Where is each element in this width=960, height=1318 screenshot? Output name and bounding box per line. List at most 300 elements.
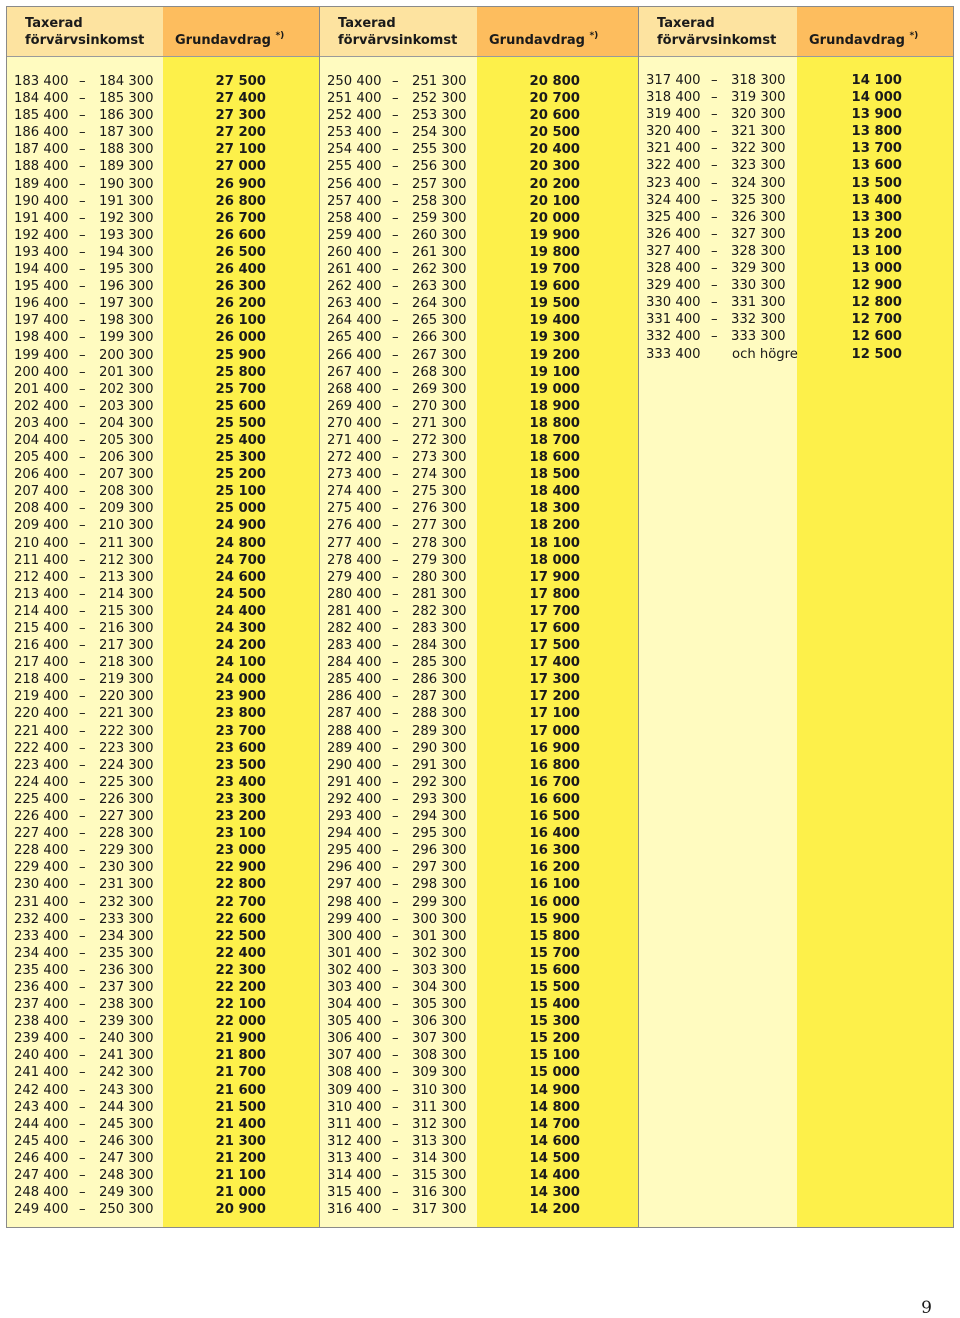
table-row [7,176,319,193]
range-dash: – [79,1150,86,1166]
table-row [320,1116,638,1133]
range-dash: – [79,774,86,790]
income-to: 312 300 [412,1116,467,1132]
deduction-value: 21 700 [215,1065,266,1081]
income-to: 331 300 [731,295,786,311]
table-row [7,124,319,141]
range-dash: – [392,894,399,910]
range-dash: – [79,1065,86,1081]
income-to: 229 300 [99,843,154,859]
range-dash: – [392,1202,399,1218]
deduction-value: 27 500 [215,74,266,89]
income-to: 234 300 [99,928,154,944]
deduction-value: 20 400 [529,142,580,158]
income-from: 231 400 [14,894,69,910]
income-to: 329 300 [731,261,786,277]
deduction-value: 16 000 [529,894,580,910]
table-row [7,757,319,774]
deduction-value: 23 700 [215,723,266,739]
deduction-value: 18 900 [529,398,580,414]
deduction-header-text: Grundavdrag [175,33,276,48]
income-from: 239 400 [14,1031,69,1047]
range-dash: – [79,997,86,1013]
footnote-mark: *) [589,31,599,41]
income-from: 315 400 [327,1185,382,1201]
income-to: 318 300 [731,73,786,88]
table-row [320,620,638,637]
income-from: 248 400 [14,1185,69,1201]
table-row [7,1167,319,1184]
income-from: 232 400 [14,911,69,927]
income-to: 188 300 [99,142,154,158]
income-to: 248 300 [99,1168,154,1183]
income-to: 255 300 [412,142,467,158]
income-from: 235 400 [14,962,69,978]
table-row [320,723,638,740]
income-from: 294 400 [327,826,382,842]
income-to: 270 300 [412,398,467,414]
table-row [320,347,638,364]
income-from: 195 400 [14,279,69,295]
income-from: 183 400 [14,74,69,89]
income-to: 184 300 [99,74,154,89]
table-row [320,415,638,432]
range-dash: – [79,398,86,414]
income-to: 237 300 [99,979,154,995]
income-from: 253 400 [327,125,382,141]
income-from: 241 400 [14,1065,69,1081]
deduction-value: 18 600 [529,450,580,466]
table-row [7,1116,319,1133]
table-row [320,432,638,449]
range-dash: – [392,928,399,944]
deduction-value: 20 600 [529,108,580,124]
table-row [320,483,638,500]
deduction-value: 12 500 [851,346,902,362]
table-row [320,1184,638,1201]
income-to: 330 300 [731,278,786,294]
deduction-value: 15 200 [529,1031,580,1047]
deduction-value: 20 000 [529,210,580,226]
income-upper-open: och högre [732,346,798,362]
table-row [7,381,319,398]
range-dash: – [711,73,718,88]
income-to: 327 300 [731,226,786,242]
table-row [320,859,638,876]
income-to: 290 300 [412,740,467,756]
income-to: 196 300 [99,279,154,295]
table-row [7,141,319,158]
income-to: 323 300 [731,158,786,174]
deduction-value: 22 900 [215,860,266,876]
deduction-value: 22 200 [215,979,266,995]
table-row [320,227,638,244]
table-row [320,449,638,466]
table-row [320,1150,638,1167]
income-from: 264 400 [327,313,382,329]
income-to: 200 300 [99,347,154,363]
income-from: 290 400 [327,757,382,773]
table-row [639,140,954,157]
table-row [320,688,638,705]
range-dash: – [392,381,399,397]
income-from: 296 400 [327,860,382,876]
deduction-value: 20 300 [529,159,580,175]
range-dash: – [79,1185,86,1201]
income-to: 198 300 [99,313,154,329]
income-to: 289 300 [412,723,467,739]
income-to: 259 300 [412,210,467,226]
deduction-value: 23 200 [215,809,266,825]
deduction-value: 21 100 [215,1168,266,1183]
income-to: 252 300 [412,91,467,107]
income-from: 211 400 [14,552,69,568]
deduction-value: 17 500 [529,638,580,654]
range-dash: – [711,175,718,191]
income-to: 221 300 [99,706,154,722]
table-row [639,277,954,294]
deduction-value: 17 400 [529,655,580,671]
income-from: 236 400 [14,979,69,995]
range-dash: – [392,176,399,192]
range-dash: – [79,244,86,260]
range-dash: – [79,1168,86,1183]
deduction-value: 15 600 [529,962,580,978]
range-dash: – [392,569,399,585]
deduction-value: 23 600 [215,740,266,756]
deduction-value: 16 400 [529,826,580,842]
table-row [320,244,638,261]
range-dash: – [79,1048,86,1064]
table-row [320,1013,638,1030]
table-row [7,996,319,1013]
range-dash: – [392,1168,399,1183]
range-dash: – [79,467,86,483]
income-from: 293 400 [327,809,382,825]
table-row [7,825,319,842]
deduction-value: 19 300 [529,330,580,346]
range-dash: – [711,243,718,259]
deduction-value: 20 500 [529,125,580,141]
table-row [7,586,319,603]
table-row [320,962,638,979]
table-row [7,637,319,654]
table-row [7,483,319,500]
deduction-value: 25 100 [215,484,266,500]
deduction-value: 19 900 [529,227,580,243]
range-dash: – [392,484,399,500]
table-row [7,449,319,466]
income-to: 239 300 [99,1014,154,1030]
deduction-value: 25 600 [215,398,266,414]
income-to: 258 300 [412,193,467,209]
range-dash: – [79,962,86,978]
deduction-value: 19 000 [529,381,580,397]
range-dash: – [392,91,399,107]
income-to: 324 300 [731,175,786,191]
range-dash: – [79,364,86,380]
income-from: 318 400 [646,90,701,106]
income-to: 325 300 [731,192,786,208]
income-to: 208 300 [99,484,154,500]
income-to: 230 300 [99,860,154,876]
income-from: 276 400 [327,518,382,534]
deduction-value: 21 500 [215,1099,266,1115]
range-dash: – [392,655,399,671]
deduction-value: 17 300 [529,672,580,688]
range-dash: – [79,1133,86,1149]
deduction-value: 26 300 [215,279,266,295]
deduction-value: 23 800 [215,706,266,722]
income-to: 192 300 [99,210,154,226]
range-dash: – [392,979,399,995]
table-row [320,603,638,620]
table-row [7,466,319,483]
range-dash: – [79,877,86,893]
income-to: 275 300 [412,484,467,500]
income-from: 328 400 [646,261,701,277]
range-dash: – [79,740,86,756]
income-to: 287 300 [412,689,467,705]
range-dash: – [711,192,718,208]
deduction-value: 19 400 [529,313,580,329]
range-dash: – [79,330,86,346]
deduction-value: 15 000 [529,1065,580,1081]
income-to: 310 300 [412,1082,467,1098]
deduction-value: 17 800 [529,586,580,602]
table-column-group [320,7,638,1227]
income-to: 207 300 [99,467,154,483]
income-to: 212 300 [99,552,154,568]
range-dash: – [79,415,86,431]
deduction-value: 15 800 [529,928,580,944]
income-from: 202 400 [14,398,69,414]
income-from: 330 400 [646,295,701,311]
table-row [320,158,638,175]
income-from: 210 400 [14,535,69,551]
range-dash: – [392,364,399,380]
income-column-header [320,7,477,57]
deduction-value: 19 700 [529,262,580,278]
range-dash: – [79,313,86,329]
deduction-value: 24 700 [215,552,266,568]
table-row [7,620,319,637]
table-row [320,1167,638,1184]
income-from: 329 400 [646,278,701,294]
deduction-value: 18 200 [529,518,580,534]
income-from: 321 400 [646,141,701,157]
deduction-value: 16 700 [529,774,580,790]
deduction-value: 14 600 [529,1133,580,1149]
table-row [320,671,638,688]
income-to: 293 300 [412,791,467,807]
income-to: 298 300 [412,877,467,893]
income-column-header [639,7,797,57]
deduction-value: 25 800 [215,364,266,380]
income-from: 215 400 [14,621,69,636]
income-to: 202 300 [99,381,154,397]
deduction-value: 20 100 [529,193,580,209]
income-from: 281 400 [327,603,382,619]
range-dash: – [392,244,399,260]
range-dash: – [711,278,718,294]
deduction-value: 24 100 [215,655,266,671]
deduction-value: 24 500 [215,586,266,602]
income-from: 298 400 [327,894,382,910]
income-to: 185 300 [99,91,154,107]
income-from: 270 400 [327,415,382,431]
table-row [639,192,954,209]
deduction-value: 20 200 [529,176,580,192]
deduction-value: 14 300 [529,1185,580,1201]
income-from: 310 400 [327,1099,382,1115]
range-dash: – [711,209,718,225]
income-to: 283 300 [412,621,467,636]
deduction-value: 22 400 [215,945,266,961]
deduction-value: 23 300 [215,791,266,807]
income-to: 281 300 [412,586,467,602]
income-to: 224 300 [99,757,154,773]
range-dash: – [392,586,399,602]
income-to: 241 300 [99,1048,154,1064]
income-to: 272 300 [412,432,467,448]
table-row [320,193,638,210]
range-dash: – [392,1099,399,1115]
income-to: 274 300 [412,467,467,483]
range-dash: – [392,193,399,209]
deduction-value: 25 900 [215,347,266,363]
income-from: 274 400 [327,484,382,500]
deduction-value: 15 400 [529,997,580,1013]
deduction-value: 25 500 [215,415,266,431]
deduction-value: 17 700 [529,603,580,619]
table-row [7,979,319,996]
table-column-group [7,7,319,1227]
income-from: 197 400 [14,313,69,329]
income-from: 331 400 [646,312,701,328]
income-header-line: Taxerad [25,16,83,31]
table-row [320,791,638,808]
income-from: 228 400 [14,843,69,859]
income-from: 289 400 [327,740,382,756]
deduction-value: 22 800 [215,877,266,893]
income-from: 286 400 [327,689,382,705]
deduction-value: 16 100 [529,877,580,893]
range-dash: – [79,501,86,517]
range-dash: – [79,484,86,500]
deduction-value: 17 600 [529,621,580,636]
range-dash: – [392,791,399,807]
income-to: 222 300 [99,723,154,739]
range-dash: – [711,226,718,242]
table-row [320,73,638,90]
range-dash: – [79,672,86,688]
income-to: 243 300 [99,1082,154,1098]
income-from: 225 400 [14,791,69,807]
table-row [7,808,319,825]
deduction-value: 17 200 [529,689,580,705]
income-to: 313 300 [412,1133,467,1149]
income-to: 233 300 [99,911,154,927]
income-from: 246 400 [14,1150,69,1166]
range-dash: – [392,227,399,243]
range-dash: – [79,1202,86,1218]
income-to: 238 300 [99,997,154,1013]
range-dash: – [392,432,399,448]
footnote-mark: *) [275,31,285,41]
range-dash: – [392,1185,399,1201]
table-row [320,808,638,825]
range-dash: – [392,689,399,705]
deduction-value: 21 200 [215,1150,266,1166]
income-from: 230 400 [14,877,69,893]
range-dash: – [392,347,399,363]
table-row [7,1082,319,1099]
table-row [639,243,954,260]
table-row [7,261,319,278]
footnote-mark: *) [909,31,919,41]
deduction-header-text: Grundavdrag [809,33,910,48]
income-to: 218 300 [99,655,154,671]
range-dash: – [79,809,86,825]
income-from: 196 400 [14,296,69,312]
deduction-value: 27 000 [215,159,266,175]
deduction-value: 27 300 [215,108,266,124]
table-row [320,705,638,722]
table-row [320,278,638,295]
table-row [7,158,319,175]
income-to: 280 300 [412,569,467,585]
table-row [7,278,319,295]
deduction-value: 26 700 [215,210,266,226]
deduction-value: 12 600 [851,329,902,345]
range-dash: – [711,141,718,157]
range-dash: – [79,279,86,295]
deduction-value: 25 200 [215,467,266,483]
income-to: 206 300 [99,450,154,466]
range-dash: – [79,518,86,534]
table-row [320,500,638,517]
income-from: 251 400 [327,91,382,107]
income-from: 324 400 [646,192,701,208]
income-to: 285 300 [412,655,467,671]
income-to: 304 300 [412,979,467,995]
income-from: 320 400 [646,124,701,140]
table-row [320,740,638,757]
income-from: 319 400 [646,107,701,123]
range-dash: – [392,450,399,466]
table-row [7,1184,319,1201]
table-row [320,398,638,415]
income-from: 206 400 [14,467,69,483]
table-row [320,210,638,227]
deduction-value: 13 600 [851,158,902,174]
range-dash: – [392,843,399,859]
income-to: 273 300 [412,450,467,466]
deduction-value: 26 600 [215,227,266,243]
income-to: 319 300 [731,90,786,106]
table-row [7,1150,319,1167]
table-row [7,1030,319,1047]
range-dash: – [392,262,399,278]
table-row [320,1082,638,1099]
income-to: 295 300 [412,826,467,842]
income-from: 332 400 [646,329,701,345]
deduction-value: 12 800 [851,295,902,311]
table-rows [320,73,638,1218]
range-dash: – [392,467,399,483]
range-dash: – [79,1014,86,1030]
